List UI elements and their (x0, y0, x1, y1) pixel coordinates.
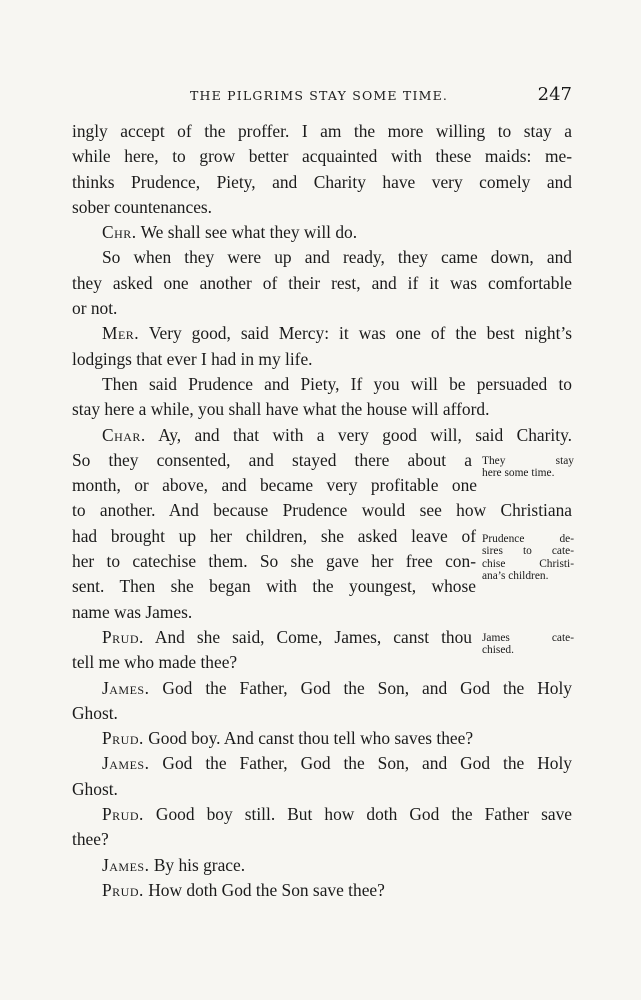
dialogue-paragraph (72, 220, 572, 245)
speaker-name: Chr. (102, 222, 137, 243)
speaker-name: Mer. (102, 323, 140, 344)
text-line: stay here a while, you shall have what the house will afford. (72, 399, 490, 420)
text-line: they asked one another of their rest, and if it was comfortable (72, 272, 572, 293)
text-line: thinks Prudence, Piety, and Charity have very comely and (72, 171, 572, 192)
dialogue-paragraph (72, 423, 572, 625)
text-line: lodgings that ever I had in my life. (72, 348, 313, 369)
speaker-name: Prud. (102, 728, 144, 749)
running-title: THE PILGRIMS STAY SOME TIME. (190, 88, 449, 103)
dialogue-paragraph (72, 853, 572, 878)
speaker-name: James. (102, 677, 150, 698)
text-line: had brought up her children, she asked leave of (72, 525, 476, 546)
speaker-name: James. (102, 753, 150, 774)
text-line: So when they were up and ready, they came down, and (102, 247, 572, 268)
running-head (72, 84, 572, 108)
text-line: Ghost. (72, 702, 118, 723)
paragraph (72, 245, 572, 321)
dialogue-paragraph (72, 321, 572, 372)
text-line: to another. And because Prudence would see how Christiana (72, 500, 572, 521)
dialogue-paragraph (72, 802, 572, 853)
text-fragment: Good boy still. But how doth God the Father save (143, 804, 572, 825)
margin-note (482, 533, 574, 583)
text-line (72, 751, 572, 776)
text-line: We shall see what they will do. (136, 222, 358, 243)
text-line: name was James. (72, 601, 193, 622)
speaker-name: Prud. (102, 626, 144, 647)
margin-note (482, 632, 574, 657)
speaker-name: James. (102, 854, 150, 875)
text-line (72, 802, 572, 827)
text-line (72, 321, 572, 346)
speaker-name: Char. (102, 424, 146, 445)
margin-note-line: ana’s children. (482, 570, 549, 583)
margin-note-line: chise Christi- (482, 557, 574, 570)
text-line (72, 625, 472, 650)
text-line: Ghost. (72, 778, 118, 799)
text-line: her to catechise them. So she gave her free con- (72, 551, 476, 572)
text-line: or not. (72, 298, 118, 319)
text-line: month, or above, and became very profitable one (72, 475, 477, 496)
paragraph (72, 372, 572, 423)
text-line: thee? (72, 829, 109, 850)
text-line: How doth God the Son save thee? (143, 879, 385, 900)
text-line: ingly accept of the proffer. I am the more willing to stay a (72, 121, 572, 141)
text-line (72, 423, 572, 448)
speaker-name: Prud. (102, 804, 144, 825)
text-fragment: Very good, said Mercy: it was one of the best night’s (139, 323, 572, 344)
text-fragment: Ay, and that with a very good will, said Charity. (145, 424, 572, 445)
text-fragment: God the Father, God the Son, and God the Holy (149, 753, 572, 774)
text-line: sent. Then she began with the youngest, whose (72, 576, 476, 597)
text-line: sober countenances. (72, 196, 213, 217)
text-fragment: God the Father, God the Son, and God the Holy (149, 677, 572, 698)
page-number: 247 (537, 84, 572, 105)
dialogue-paragraph (72, 751, 572, 802)
margin-note-line: chised. (482, 644, 514, 657)
margin-note-line: here some time. (482, 467, 555, 480)
text-line: tell me who made thee? (72, 652, 238, 673)
text-fragment: And she said, Come, James, canst thou (143, 626, 472, 647)
body-text (72, 119, 572, 903)
margin-note-line: They stay (482, 455, 574, 467)
dialogue-paragraph (72, 726, 572, 751)
margin-note-line: James cate- (482, 632, 574, 644)
text-line: So they consented, and stayed there about a (72, 449, 472, 470)
text-line: while here, to grow better acquainted with these maids: me- (72, 146, 572, 167)
dialogue-paragraph (72, 676, 572, 727)
margin-note-line: Prudence de- (482, 533, 574, 545)
text-line: Then said Prudence and Piety, If you will be persuaded to (102, 373, 572, 394)
speaker-name: Prud. (102, 879, 144, 900)
dialogue-paragraph (72, 878, 572, 903)
margin-note (482, 455, 574, 480)
text-line: Good boy. And canst thou tell who saves thee? (143, 728, 474, 749)
paragraph (72, 119, 572, 220)
margin-note-line: sires to cate- (482, 545, 574, 558)
text-line (72, 676, 572, 701)
text-line: By his grace. (149, 854, 246, 875)
